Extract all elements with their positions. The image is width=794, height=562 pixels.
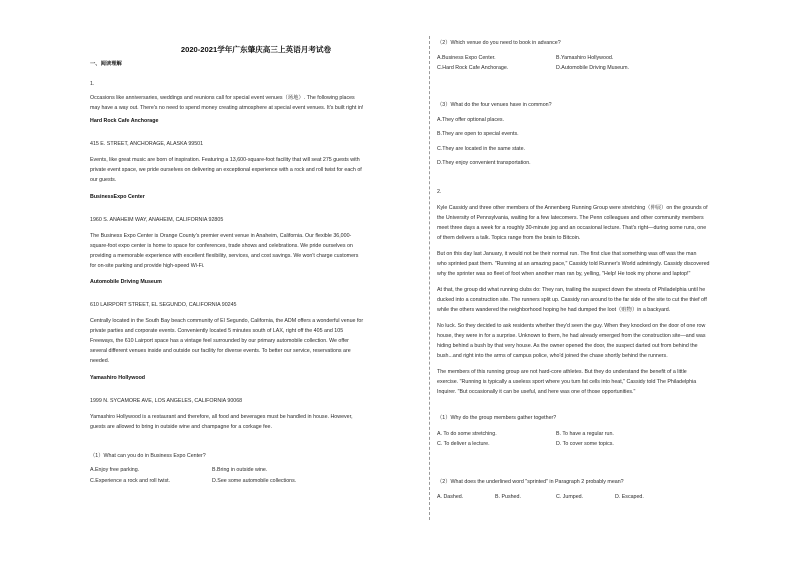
column-divider <box>429 36 430 520</box>
option-d[interactable]: D.They enjoy convenient transportation. <box>437 160 531 166</box>
paragraph-line: of them delivers a talk. Topics range from the brain to Bitcoin. <box>437 235 581 241</box>
paragraph-line: house, they were in for a surprise. Unknown to them, he had already emerged from the construction site—and was <box>437 333 706 339</box>
paragraph-line: the University of Pennsylvania, waiting for a few latecomers. The Penn colleagues and other community members <box>437 215 704 221</box>
option-c[interactable]: C.Hard Rock Cafe Anchorage. <box>437 65 509 71</box>
venue-text: private parties and corporate events. Conveniently located 5 minutes south of LAX, right off the 405 and 105 <box>90 328 344 334</box>
venue-text: guests are allowed to bring in outside wine and champagne for a corkage fee. <box>90 424 272 430</box>
venue-text: The Business Expo Center is Orange County's premier event venue in Anaheim, California. Our flexible 36,000- <box>90 233 352 239</box>
paragraph-line: while the others wandered the neighborhood hoping he had dumped the loot（赃物）in a backyard. <box>437 307 671 313</box>
page-title: 2020-2021学年广东肇庆高三上英语月考试卷 <box>180 45 332 54</box>
option-c[interactable]: C. To deliver a lecture. <box>437 441 490 447</box>
intro-line: Occasions like anniversaries, weddings and reunions call for special event venues（场地）. The following places <box>90 95 355 101</box>
paragraph-line: The members of this running group are not hard-core athletes. But they do understand the benefit of a little <box>437 369 687 375</box>
option-b[interactable]: B. Pushed. <box>495 494 521 500</box>
venue-text: Freeways, the 610 Lairport space has a vintage feel surrounded by our primary automobile collection. We offer <box>90 338 349 344</box>
option-b[interactable]: B. To have a regular run. <box>556 431 614 437</box>
paragraph-line: At that, the group did what running clubs do: They ran, trailing the suspect down the streets of Philadelphia until he <box>437 287 706 293</box>
venue-address: 1999 N. SYCAMORE AVE, LOS ANGELES, CALIFORNIA 90068 <box>90 398 243 404</box>
question-stem: （1）Why do the group members gather together? <box>437 415 557 421</box>
question-stem: （1）What can you do in Business Expo Center? <box>90 453 206 459</box>
option-c[interactable]: C. Jumped. <box>556 494 584 500</box>
option-a[interactable]: A.Enjoy free parking. <box>90 467 140 473</box>
option-a[interactable]: A.They offer optional places. <box>437 117 505 123</box>
venue-name: Yamashiro Hollywood <box>90 375 146 381</box>
option-d[interactable]: D.Automobile Driving Museum. <box>556 65 630 71</box>
venue-text: Events, like great music are born of inspiration. Featuring a 13,600-square-foot facility that will seat 275 guests with <box>90 157 360 163</box>
option-a[interactable]: A. Dashed. <box>437 494 464 500</box>
venue-name: BusinessExpo Center <box>90 194 145 200</box>
option-d[interactable]: D. Escaped. <box>615 494 644 500</box>
paragraph-line: hiding behind a bush by that very house. As the owner opened the door, the suspect darted out from behind the <box>437 343 698 349</box>
question-stem: （3）What do the four venues have in common? <box>437 102 552 108</box>
venue-text: needed. <box>90 358 110 364</box>
option-d[interactable]: D. To cover some topics. <box>556 441 614 447</box>
venue-address: 1960 S. ANAHEIM WAY, ANAHEIM, CALIFORNIA 92805 <box>90 217 224 223</box>
option-c[interactable]: C.Experience a rock and roll twist. <box>90 478 171 484</box>
venue-text: several different venues inside and outside our facility for diverse events. To better our service, reservations are <box>90 348 351 354</box>
option-b[interactable]: B.They are open to special events. <box>437 131 519 137</box>
question-stem: （2）Which venue do you need to book in advance? <box>437 40 561 46</box>
option-b[interactable]: B.Bring in outside wine. <box>212 467 268 473</box>
venue-text: square-foot expo center is home to space for conferences, trade shows and celebrations. We pride ourselves on <box>90 243 353 249</box>
venue-text: our guests. <box>90 177 117 183</box>
passage-number: 2. <box>437 189 442 195</box>
question-stem: （2）What does the underlined word "sprinted" in Paragraph 2 probably mean? <box>437 479 624 485</box>
paragraph-line: Inquirer. "But occasionally it can be useful, and here was one of those opportunities." <box>437 389 636 395</box>
venue-text: private event space, we pride ourselves on delivering an exceptional experience with a rock and roll twist for each of <box>90 167 362 173</box>
venue-text: providing a memorable experience with excellent flexibility, services, and cost savings. We won't charge customers <box>90 253 359 259</box>
venue-text: Centrally located in the South Bay beach community of El Segundo, California, the ADM offers a wonderful venue for <box>90 318 364 324</box>
venue-name: Hard Rock Cafe Anchorage <box>90 118 159 124</box>
paragraph-line: ducked into a construction site. The runners split up. Cassidy ran around to the far side of the site to cut the thief off <box>437 297 707 303</box>
section-heading: 一、阅读理解 <box>90 61 122 67</box>
paragraph-line: meet three days a week for a roughly 30-minute jog and an occasional lecture. That's right—during some runs, one <box>437 225 707 231</box>
paragraph-line: why the sprinter was so fleet of foot when another man ran by, yelling, "Help! He took my phone and laptop!" <box>437 271 691 277</box>
paragraph-line: No luck. So they decided to ask residents whether they'd seen the guy. When they knocked on the door of one row <box>437 323 706 329</box>
paragraph-line: bush...and right into the arms of campus police, who'd joined the chase shortly behind the runners. <box>437 353 668 359</box>
paragraph-line: exercise. "Running is typically a useless sport where you turn fat cells into heat," Cassidy told The Philadelphia <box>437 379 697 385</box>
intro-line: may have a way out. There's no need to spend money creating atmosphere at special event venues. It's built right in! <box>90 104 364 111</box>
paragraph-line: But on this day last January, it would not be their normal run. The first clue that something was off was the man <box>437 251 697 257</box>
option-d[interactable]: D.See some automobile collections. <box>212 478 297 484</box>
venue-text: for on-site parking and provide high-speed Wi-Fi. <box>90 263 205 269</box>
venue-address: 415 E. STREET, ANCHORAGE, ALASKA 99501 <box>90 141 204 147</box>
venue-name: Automobile Driving Museum <box>90 279 162 285</box>
option-b[interactable]: B.Yamashiro Hollywood. <box>556 55 614 61</box>
paragraph-line: Kyle Cassidy and three other members of the Annenberg Running Group were stretching（伸展）on the grounds of <box>437 205 708 211</box>
option-c[interactable]: C.They are located in the same state. <box>437 146 526 152</box>
passage-number: 1. <box>90 81 95 87</box>
option-a[interactable]: A. To do some stretching. <box>437 431 497 437</box>
venue-text: Yamashiro Hollywood is a restaurant and therefore, all food and beverages must be handled in house. However, <box>90 414 353 420</box>
venue-address: 610 LAIRPORT STREET, EL SEGUNDO, CALIFORNIA 90245 <box>90 302 237 308</box>
paragraph-line: who sprinted past them. "Running at an amazing pace," Cassidy told Runner's World admiringly. Cassidy discovered <box>437 261 710 267</box>
option-a[interactable]: A.Business Expo Center. <box>437 55 496 61</box>
